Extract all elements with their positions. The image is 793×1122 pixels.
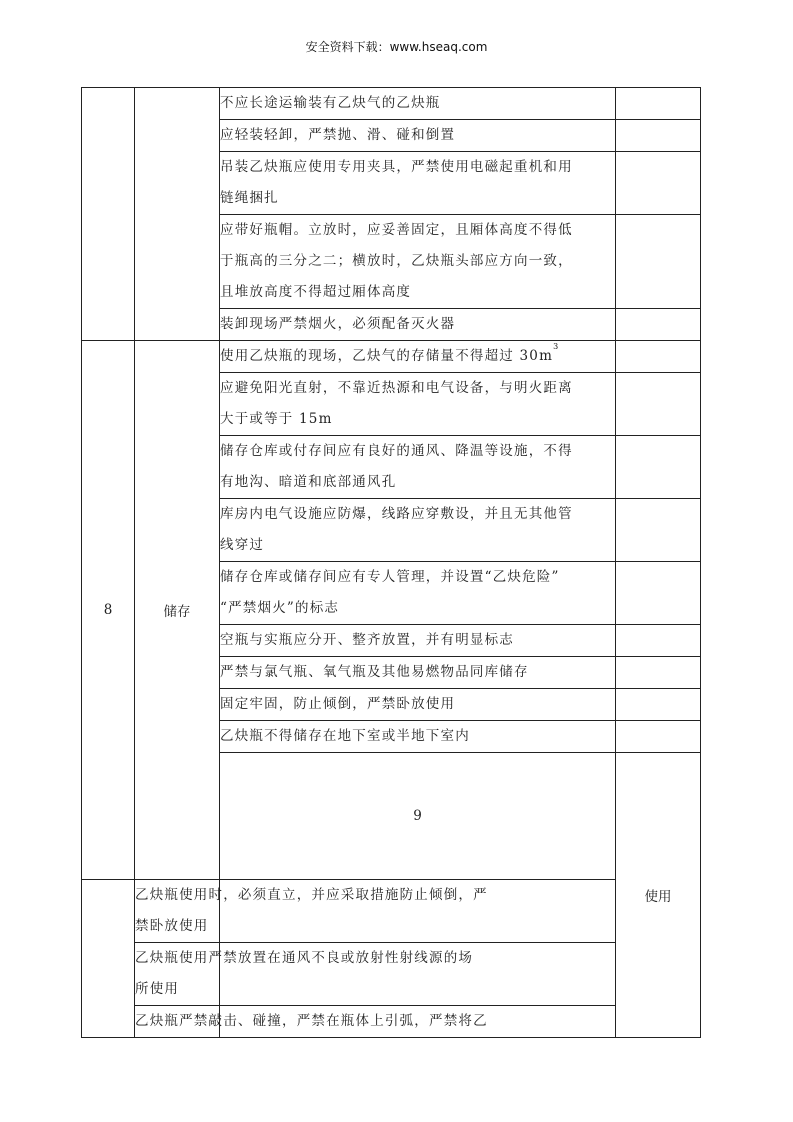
- table-row: [82, 1006, 701, 1038]
- section-category: 储存: [135, 341, 220, 880]
- result-cell: [616, 499, 701, 562]
- item-cell: 乙炔瓶严禁敲击、碰撞，严禁在瓶体上引弧，严禁将乙: [135, 1006, 220, 1038]
- number-cell: [82, 88, 135, 341]
- number-cell: [82, 880, 135, 1038]
- result-cell: [616, 689, 701, 721]
- result-cell: [616, 625, 701, 657]
- item-cell: 库房内电气设施应防爆，线路应穿敷设，并且无其他管 线穿过: [220, 499, 616, 562]
- section-number: 8: [82, 341, 135, 880]
- result-cell: [616, 721, 701, 753]
- result-cell: [616, 215, 701, 309]
- result-cell: [616, 88, 701, 120]
- result-cell: [616, 309, 701, 341]
- item-cell: 储存仓库或储存间应有专人管理，并设置“乙炔危险” “严禁烟火”的标志: [220, 562, 616, 625]
- item-cell: 应避免阳光直射，不靠近热源和电气设备，与明火距离 大于或等于 15m: [220, 373, 616, 436]
- item-cell: 乙炔瓶不得储存在地下室或半地下室内: [220, 721, 616, 753]
- item-cell: 空瓶与实瓶应分开、整齐放置，并有明显标志: [220, 625, 616, 657]
- item-cell: 储存仓库或付存间应有良好的通风、降温等设施，不得 有地沟、暗道和底部通风孔: [220, 436, 616, 499]
- result-cell: [616, 341, 701, 373]
- table-row: [82, 880, 701, 943]
- result-cell: [616, 657, 701, 689]
- category-cell: [135, 88, 220, 341]
- item-cell: 应带好瓶帽。立放时，应妥善固定，且厢体高度不得低 于瓶高的三分之二；横放时，乙炔瓶头部应方向一致， 且堆放高度不得超过厢体高度: [220, 215, 616, 309]
- table-row: [82, 943, 701, 1006]
- item-cell: 乙炔瓶使用时，必须直立，并应采取措施防止倾倒，严 禁卧放使用: [135, 880, 220, 943]
- item-cell: 应轻装轻卸，严禁抛、滑、碰和倒置: [220, 120, 616, 152]
- result-cell: [616, 152, 701, 215]
- item-cell: 乙炔瓶使用严禁放置在通风不良或放射性射线源的场 所使用: [135, 943, 220, 1006]
- item-cell: 不应长途运输装有乙炔气的乙炔瓶: [220, 88, 616, 120]
- inspection-table: [81, 87, 701, 1038]
- item-cell: 吊装乙炔瓶应使用专用夹具，严禁使用电磁起重机和用 链绳捆扎: [220, 152, 616, 215]
- item-cell: 严禁与氯气瓶、氧气瓶及其他易燃物品同库储存: [220, 657, 616, 689]
- page-header: 安全资料下载：www.hseaq.com: [305, 40, 488, 54]
- item-cell: 装卸现场严禁烟火，必须配备灭火器: [220, 309, 616, 341]
- section-category: 使用: [616, 753, 701, 1038]
- result-cell: [616, 436, 701, 499]
- result-cell: [616, 373, 701, 436]
- table-row: [82, 341, 701, 373]
- result-cell: [616, 562, 701, 625]
- item-cell: 使用乙炔瓶的现场，乙炔气的存储量不得超过 $30m^3$: [220, 341, 616, 373]
- table-row: [82, 88, 701, 120]
- result-cell: [616, 120, 701, 152]
- item-cell: 固定牢固，防止倾倒，严禁卧放使用: [220, 689, 616, 721]
- section-number: 9: [220, 753, 616, 880]
